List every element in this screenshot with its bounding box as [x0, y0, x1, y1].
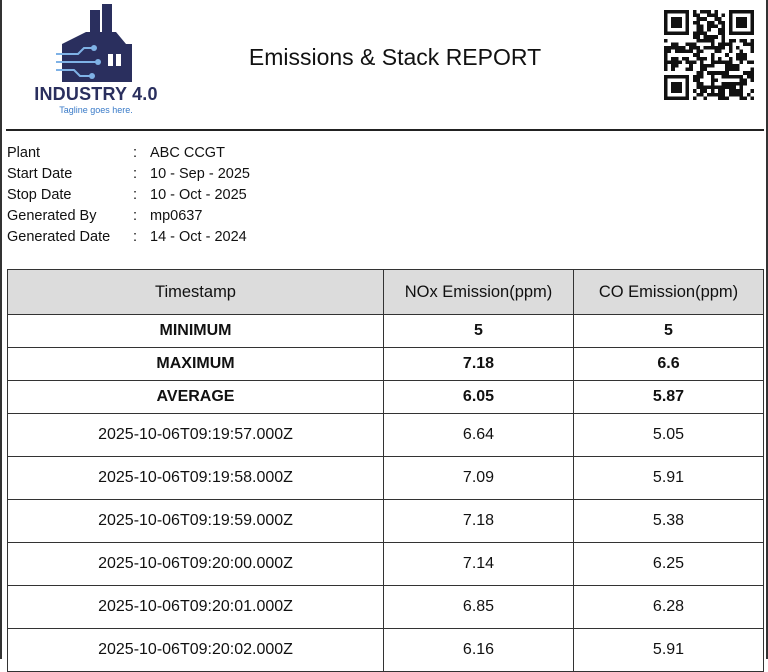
meta-label: Start Date: [7, 166, 73, 182]
timestamp-cell: 2025-10-06T09:20:01.000Z: [8, 586, 384, 629]
summary-label: AVERAGE: [8, 381, 384, 414]
logo-tagline: Tagline goes here.: [59, 105, 133, 115]
meta-label: Stop Date: [7, 187, 72, 203]
table-row: [8, 457, 764, 500]
meta-value: ABC CCGT: [150, 145, 225, 161]
table-row: [8, 414, 764, 457]
nox-value: 7.14: [384, 543, 574, 586]
table-row: [8, 629, 764, 672]
meta-colon: :: [133, 145, 138, 161]
meta-colon: :: [133, 208, 138, 224]
timestamp-cell: 2025-10-06T09:20:00.000Z: [8, 543, 384, 586]
summary-label: MINIMUM: [8, 315, 384, 348]
logo-title: INDUSTRY 4.0: [34, 84, 158, 104]
meta-value: 10 - Sep - 2025: [150, 166, 250, 182]
timestamp-cell: 2025-10-06T09:19:57.000Z: [8, 414, 384, 457]
summary-row-average: [8, 381, 764, 414]
summary-label: MAXIMUM: [8, 348, 384, 381]
co-value: 5.91: [574, 457, 764, 500]
nox-value: 6.64: [384, 414, 574, 457]
nox-value: 6.85: [384, 586, 574, 629]
meta-colon: :: [133, 229, 138, 245]
meta-label: Generated Date: [7, 229, 111, 245]
timestamp-cell: 2025-10-06T09:19:59.000Z: [8, 500, 384, 543]
table-row: [8, 543, 764, 586]
meta-colon: :: [133, 187, 138, 203]
page-border-left: [0, 0, 2, 659]
co-value: 6.25: [574, 543, 764, 586]
header-divider: [6, 129, 764, 131]
meta-value: 10 - Oct - 2025: [150, 187, 247, 203]
nox-value: 7.18: [384, 348, 574, 381]
timestamp-cell: 2025-10-06T09:19:58.000Z: [8, 457, 384, 500]
column-header-nox: NOx Emission(ppm): [384, 270, 574, 315]
nox-value: 7.09: [384, 457, 574, 500]
table-header-row: [8, 270, 764, 315]
co-value: 5.91: [574, 629, 764, 672]
timestamp-cell: 2025-10-06T09:20:02.000Z: [8, 629, 384, 672]
qr-code: [664, 10, 754, 100]
meta-colon: :: [133, 166, 138, 182]
column-header-timestamp: Timestamp: [8, 270, 384, 315]
co-value: 6.28: [574, 586, 764, 629]
nox-value: 5: [384, 315, 574, 348]
report-title: Emissions & Stack REPORT: [248, 44, 542, 70]
summary-row-maximum: [8, 348, 764, 381]
meta-label: Generated By: [7, 208, 97, 224]
co-value: 5.38: [574, 500, 764, 543]
nox-value: 6.16: [384, 629, 574, 672]
co-value: 5: [574, 315, 764, 348]
nox-value: 7.18: [384, 500, 574, 543]
emissions-table: [7, 269, 764, 672]
company-logo: [26, 2, 166, 120]
meta-label: Plant: [7, 145, 41, 161]
meta-value: mp0637: [150, 208, 203, 224]
table-row: [8, 500, 764, 543]
summary-row-minimum: [8, 315, 764, 348]
nox-value: 6.05: [384, 381, 574, 414]
table-row: [8, 586, 764, 629]
factory-icon: [56, 4, 136, 84]
meta-value: 14 - Oct - 2024: [150, 229, 247, 245]
co-value: 5.05: [574, 414, 764, 457]
co-value: 6.6: [574, 348, 764, 381]
column-header-co: CO Emission(ppm): [574, 270, 764, 315]
co-value: 5.87: [574, 381, 764, 414]
